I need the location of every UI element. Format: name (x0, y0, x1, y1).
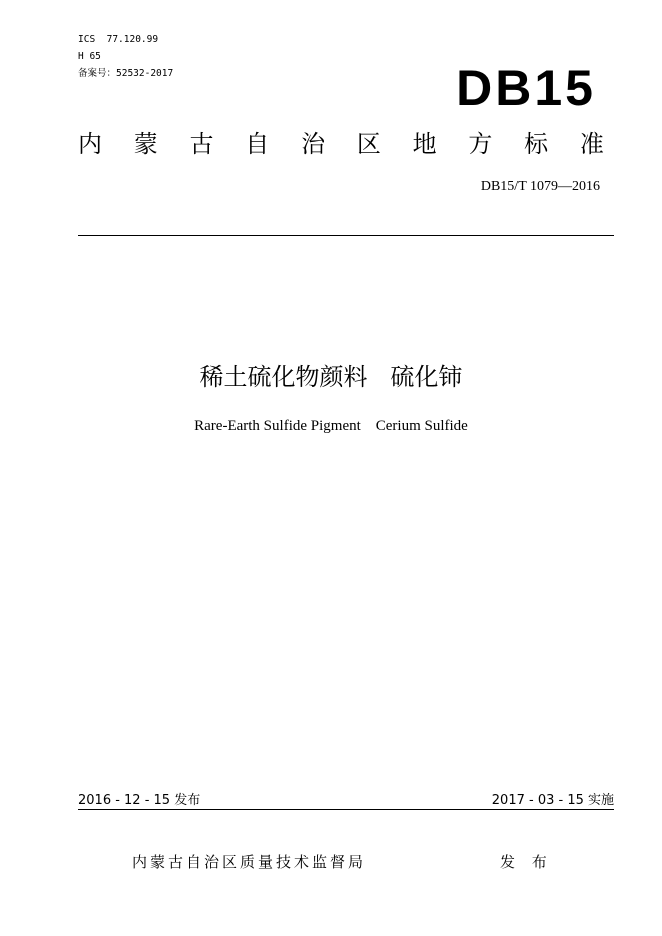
record-number: 备案号：52532-2017 (78, 68, 174, 79)
header-divider (78, 235, 614, 236)
issued-label: 发 布 (500, 853, 553, 871)
implementation-date: 2017 - 03 - 15 实施 (491, 793, 614, 808)
standard-category-char: 蒙 (133, 130, 158, 158)
standard-category (78, 128, 604, 160)
standard-category-char: 准 (579, 130, 604, 158)
classification-code: H 65 (78, 51, 101, 62)
standard-logo: DB15 (456, 60, 596, 116)
standard-category-char: 区 (356, 130, 381, 158)
standard-category-char: 内 (78, 130, 102, 158)
standard-category-char: 自 (245, 130, 270, 158)
footer-divider (78, 809, 614, 810)
standard-category-char: 治 (301, 130, 326, 158)
document-title-english: Rare-Earth Sulfide Pigment Cerium Sulfide (194, 418, 468, 434)
standard-category-char: 方 (468, 130, 493, 158)
document-title-chinese: 稀土硫化物颜料 硫化铈 (199, 363, 463, 391)
ics-code: ICS 77.120.99 (78, 34, 159, 45)
standard-category-char: 标 (524, 130, 549, 158)
standard-category-char: 地 (412, 130, 437, 158)
standard-code: DB15/T 1079—2016 (480, 179, 600, 194)
issuing-authority: 内蒙古自治区质量技术监督局 (132, 853, 367, 871)
issue-date: 2016 - 12 - 15 发布 (78, 793, 201, 808)
standard-category-char: 古 (189, 130, 214, 158)
